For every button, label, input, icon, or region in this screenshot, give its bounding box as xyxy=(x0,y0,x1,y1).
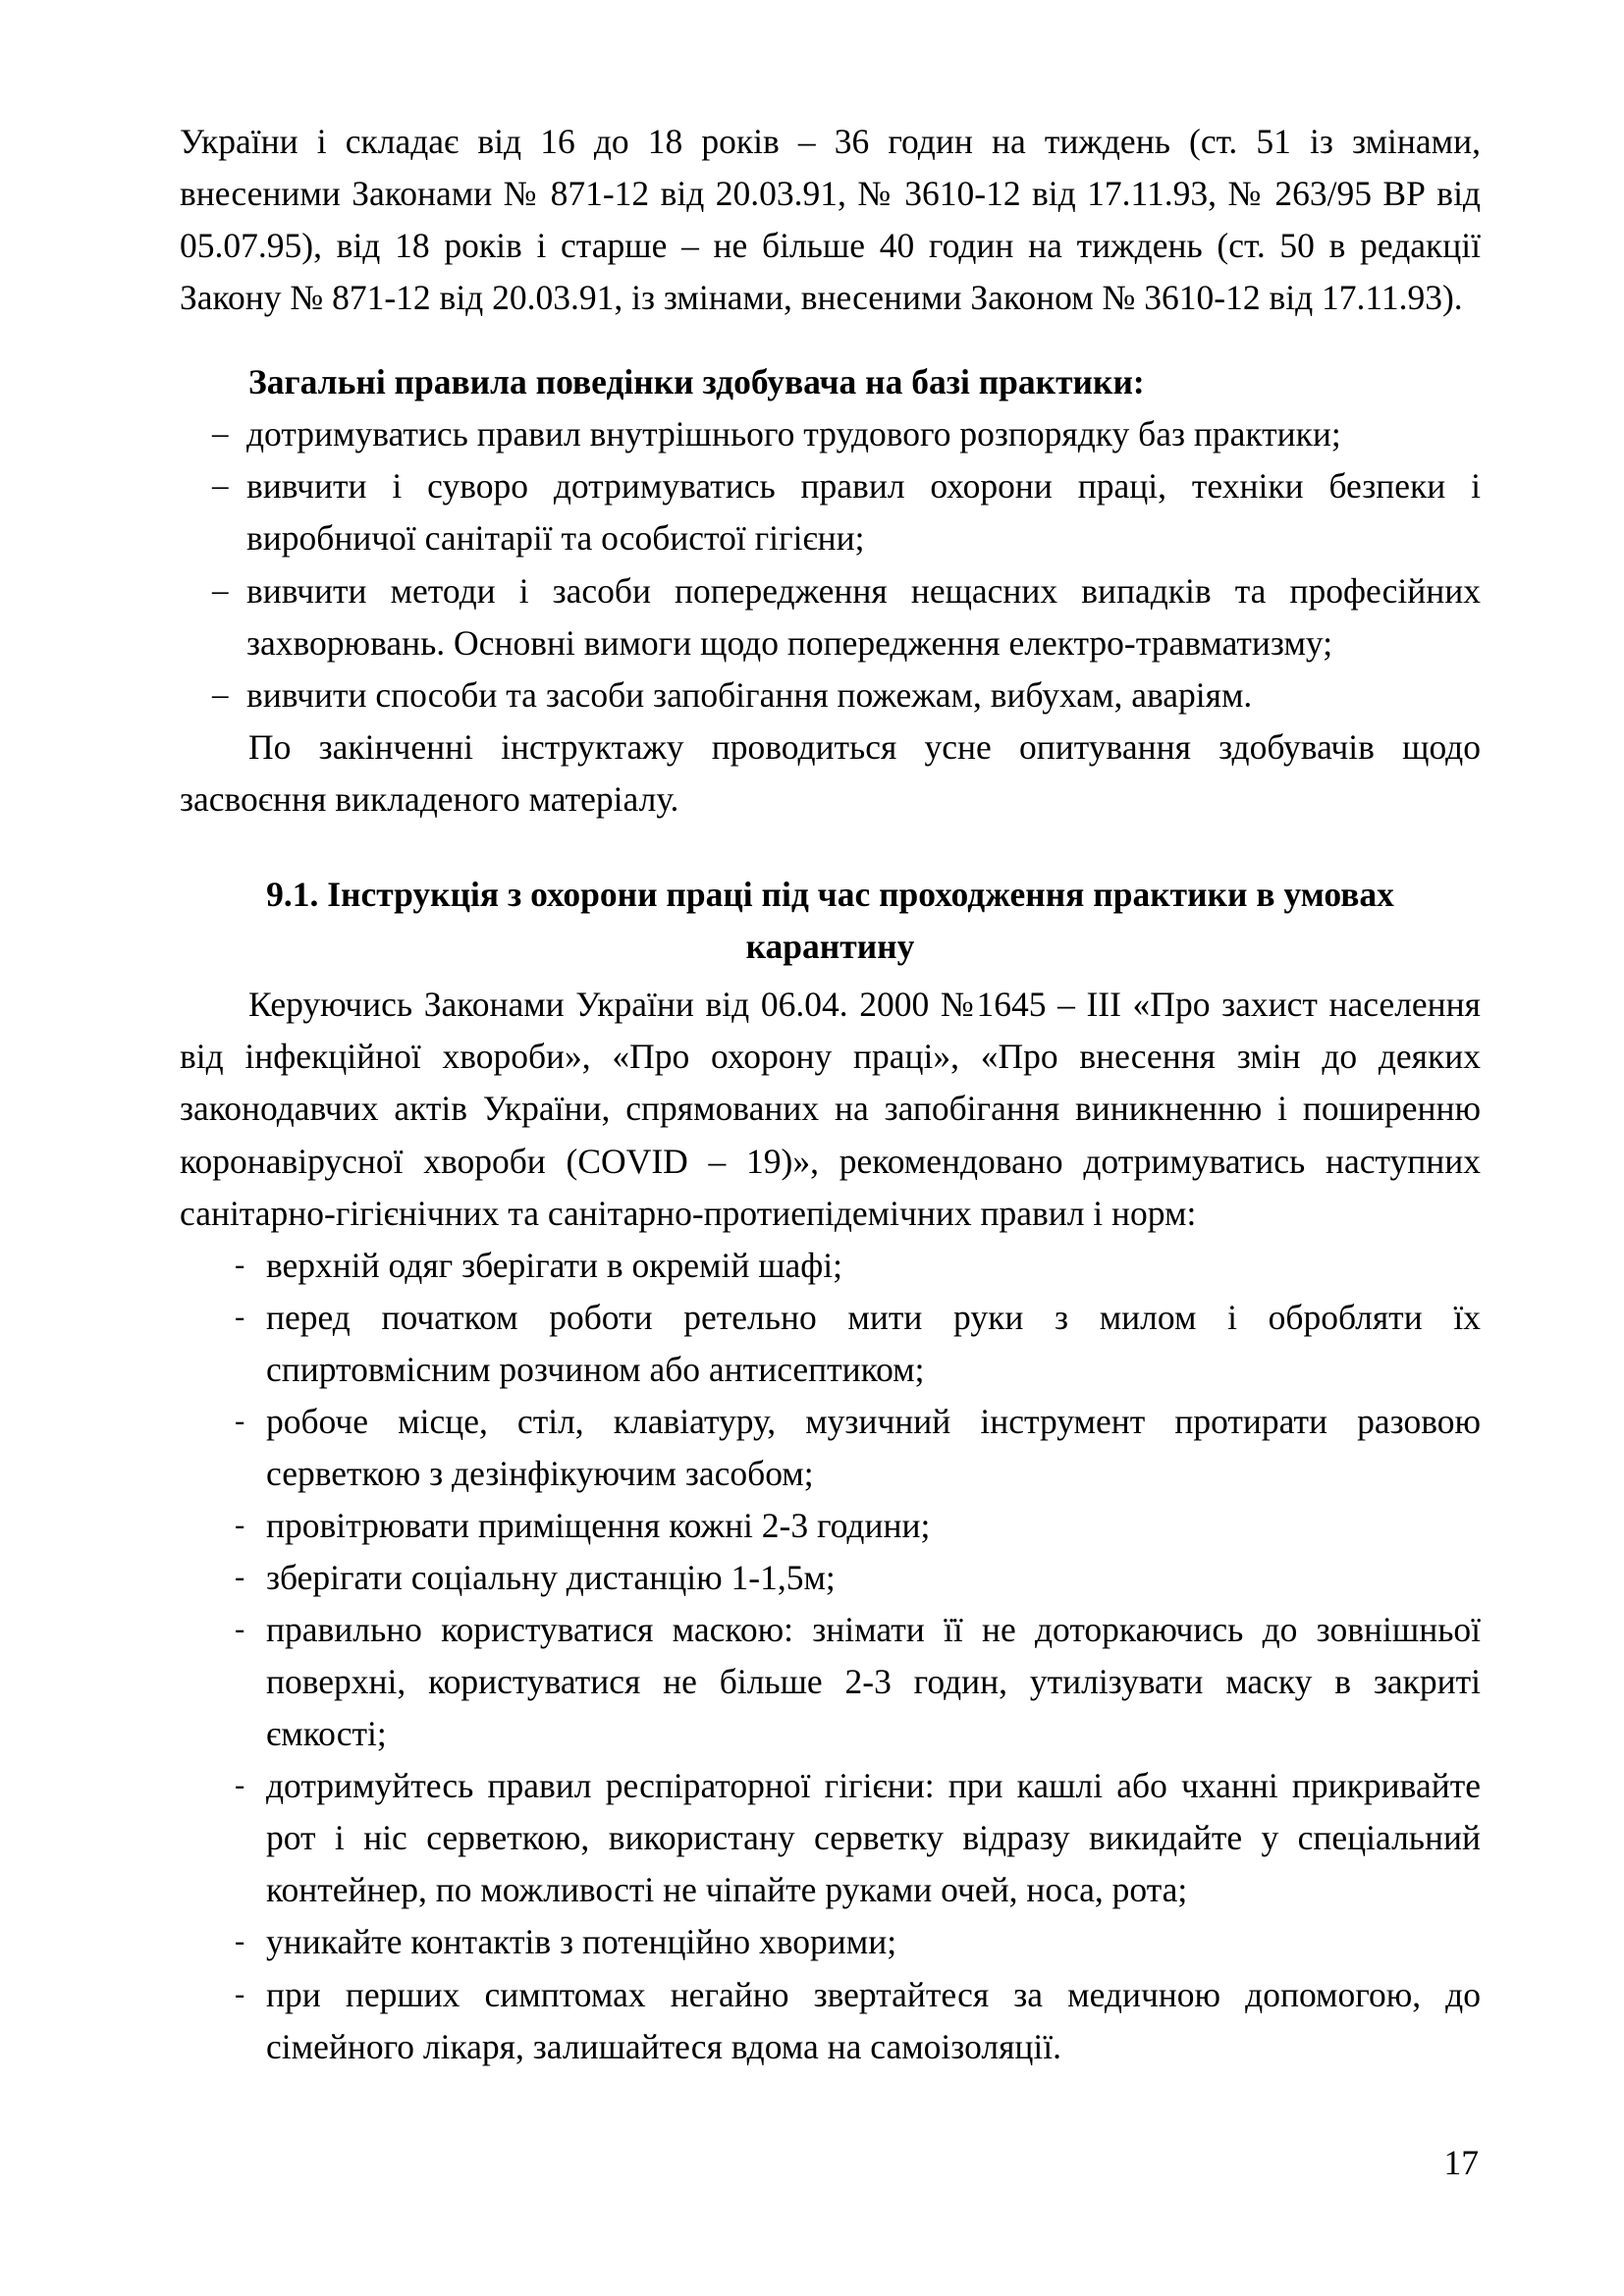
list-item xyxy=(180,1604,1481,1760)
hyphen-bullet-icon: - xyxy=(235,1611,245,1646)
section-intro-paragraph: Керуючись Законами України від 06.04. 2000 №1645 – III «Про захист населення від інфекційної хвороби», «Про охорону праці», «Про внесення змін до деяких законодавчих актів України, спрямованих на запобігання виникненню і поширенню коронавірусної хвороби (COVID – 19)», рекомендовано дотримуватись наступних санітарно-гігієнічних та санітарно-протиепідемічних правил і норм: xyxy=(180,985,1481,1233)
list-item-text: дотримуйтесь правил респіраторної гігієни: при кашлі або чханні прикривайте рот і ніс серветкою, використану серветку відразу викидайте у спеціальний контейнер, по можливості не чіпайте руками очей, носа, рота; xyxy=(266,1766,1481,1910)
list-item-text: провітрювати приміщення кожні 2-3 години; xyxy=(266,1505,931,1545)
dash-bullet-icon: – xyxy=(212,572,229,609)
list-item xyxy=(180,669,1481,721)
hyphen-bullet-icon: - xyxy=(235,1402,245,1437)
general-rules-list xyxy=(180,408,1481,721)
list-item-text: правильно користуватися маскою: знімати її не доторкаючись до зовнішньої поверхні, користуватися не більше 2-3 годин, утилізувати маску в закриті ємкості; xyxy=(266,1610,1481,1754)
list-item-text: перед початком роботи ретельно мити руки з милом і обробляти їх спиртовмісним розчином або антисептиком; xyxy=(266,1297,1481,1389)
section-heading-9-1: 9.1. Інструкція з охорони праці під час проходження практики в умовах карантину xyxy=(266,874,1394,967)
list-item xyxy=(180,1552,1481,1604)
list-item xyxy=(180,408,1481,460)
list-item xyxy=(180,460,1481,564)
quarantine-rules-list xyxy=(180,1240,1481,2073)
list-item-text: дотримуватись правил внутрішнього трудового розпорядку баз практики; xyxy=(246,414,1341,454)
list-item xyxy=(180,1760,1481,1916)
list-item xyxy=(180,1500,1481,1552)
dash-bullet-icon: – xyxy=(212,416,229,453)
list-item xyxy=(180,565,1481,669)
hyphen-bullet-icon: - xyxy=(235,1246,245,1281)
list-item xyxy=(180,1292,1481,1396)
page-number: 17 xyxy=(1443,2142,1479,2182)
list-item-text: уникайте контактів з потенційно хворими; xyxy=(266,1922,897,1962)
hyphen-bullet-icon: - xyxy=(235,1298,245,1333)
rules-heading: Загальні правила поведінки здобувача на базі практики: xyxy=(248,362,1145,402)
list-item xyxy=(180,1969,1481,2073)
list-item-text: вивчити методи і засоби попередження нещасних випадків та професійних захворювань. Основні вимоги щодо попередження електро-травматизму; xyxy=(246,570,1481,663)
list-item-text: при перших симптомах негайно звертайтеся за медичною допомогою, до сімейного лікаря, залишайтеся вдома на самоізоляції. xyxy=(266,1974,1481,2066)
list-item xyxy=(180,1396,1481,1500)
list-item-text: вивчити способи та засоби запобігання пожежам, вибухам, аваріям. xyxy=(246,674,1253,715)
document-body xyxy=(180,116,1481,2073)
dash-bullet-icon: – xyxy=(212,676,229,713)
list-item xyxy=(180,1240,1481,1292)
list-item-text: робоче місце, стіл, клавіатуру, музичний інструмент протирати разовою серветкою з дезінфікуючим засобом; xyxy=(266,1401,1481,1493)
intro-paragraph: України і складає від 16 до 18 років – 36 годин на тиждень (ст. 51 із змінами, внесеними Законами № 871-12 від 20.03.91, № 3610-12 від 17.11.93, № 263/95 ВР від 05.07.95), від 18 років і старше – не більше 40 годин на тиждень (ст. 50 в редакції Закону № 871-12 від 20.03.91, із змінами, внесеними Законом № 3610-12 від 17.11.93). xyxy=(180,122,1481,318)
list-item-text: зберігати соціальну дистанцію 1-1,5м; xyxy=(266,1558,836,1597)
list-item-text: верхній одяг зберігати в окремій шафі; xyxy=(266,1245,843,1285)
dash-bullet-icon: – xyxy=(212,468,229,505)
hyphen-bullet-icon: - xyxy=(235,1506,245,1541)
list-item-text: вивчити і суворо дотримуватись правил охорони праці, техніки безпеки і виробничої санітарії та особистої гігієни; xyxy=(246,466,1481,559)
hyphen-bullet-icon: - xyxy=(235,1923,245,1958)
list-item xyxy=(180,1916,1481,1968)
hyphen-bullet-icon: - xyxy=(235,1767,245,1802)
hyphen-bullet-icon: - xyxy=(235,1975,245,2010)
after-rules-paragraph: По закінченні інструктажу проводиться усне опитування здобувачів щодо засвоєння викладеного матеріалу. xyxy=(180,726,1481,819)
hyphen-bullet-icon: - xyxy=(235,1559,245,1593)
